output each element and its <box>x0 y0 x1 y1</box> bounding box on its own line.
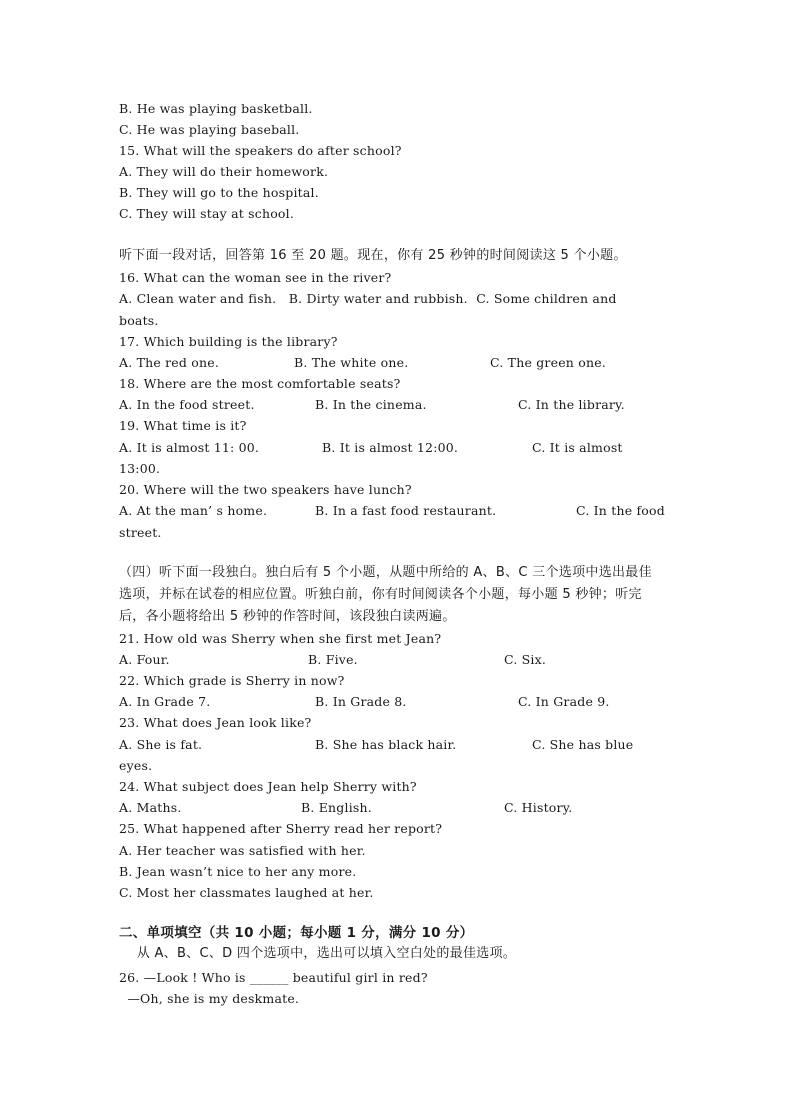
question-22-option-a: A. In Grade 7. <box>119 694 211 709</box>
question-19-option-a: A. It is almost 11: 00. <box>119 440 260 455</box>
section-instruction-16-20: 听下面一段对话，回答第 16 至 20 题。现在，你有 25 秒钟的时间阅读这 5 个小题。 <box>119 248 627 263</box>
question-19-option-c-cont: 13:00. <box>119 461 161 476</box>
question-26-response: —Oh, she is my deskmate. <box>119 991 300 1006</box>
question-24-option-a: A. Maths. <box>119 800 182 815</box>
question-18-option-a: A. In the food street. <box>119 397 255 412</box>
question-17-option-a: A. The red one. <box>119 355 220 370</box>
question-21-option-c: C. Six. <box>504 652 547 667</box>
question-18-option-b: B. In the cinema. <box>315 397 427 412</box>
question-25: 25. What happened after Sherry read her report? <box>119 821 443 836</box>
question-14-option-b: B. He was playing basketball. <box>119 101 313 116</box>
section-four-instruction-line-2: 选项，并标在试卷的相应位置。听独白前，你有时间阅读各个小题，每小题 5 秒钟；听完 <box>119 587 642 602</box>
question-24-option-c: C. History. <box>504 800 573 815</box>
question-15-option-c: C. They will stay at school. <box>119 206 295 221</box>
question-21-option-a: A. Four. <box>119 652 170 667</box>
question-26: 26. —Look ! Who is ______ beautiful girl in red? <box>119 970 428 985</box>
question-20: 20. Where will the two speakers have lunch? <box>119 482 412 497</box>
question-16-options-cont: boats. <box>119 313 159 328</box>
question-20-option-c: C. In the food <box>576 503 665 518</box>
question-21: 21. How old was Sherry when she first met Jean? <box>119 631 442 646</box>
question-25-option-a: A. Her teacher was satisfied with her. <box>119 843 366 858</box>
question-20-option-b: B. In a fast food restaurant. <box>315 503 497 518</box>
question-25-option-b: B. Jean wasn’t nice to her any more. <box>119 864 357 879</box>
question-18-option-c: C. In the library. <box>518 397 625 412</box>
section-four-instruction-line-1: （四）听下面一段独白。独白后有 5 个小题，从题中所给的 A、B、C 三个选项中选出最佳 <box>119 565 652 580</box>
section-four-instruction-line-3: 后，各小题将给出 5 秒钟的作答时间，该段独白读两遍。 <box>119 609 456 624</box>
question-25-option-c: C. Most her classmates laughed at her. <box>119 885 374 900</box>
question-22-option-b: B. In Grade 8. <box>315 694 407 709</box>
question-23-option-b: B. She has black hair. <box>315 737 457 752</box>
section-two-heading: 二、单项填空（共 10 小题；每小题 1 分，满分 10 分） <box>119 925 474 941</box>
question-16-options: A. Clean water and fish. B. Dirty water and rubbish. C. Some children and <box>119 291 617 306</box>
section-two-instruction: 从 A、B、C、D 四个选项中，选出可以填入空白处的最佳选项。 <box>119 946 517 961</box>
question-17-option-b: B. The white one. <box>294 355 409 370</box>
question-19-option-c: C. It is almost <box>532 440 623 455</box>
question-23-option-c-cont: eyes. <box>119 758 153 773</box>
question-22: 22. Which grade is Sherry in now? <box>119 673 345 688</box>
question-19: 19. What time is it? <box>119 418 247 433</box>
question-15: 15. What will the speakers do after school? <box>119 143 402 158</box>
question-22-option-c: C. In Grade 9. <box>518 694 610 709</box>
question-17: 17. Which building is the library? <box>119 334 338 349</box>
question-24-option-b: B. English. <box>301 800 372 815</box>
question-24: 24. What subject does Jean help Sherry with? <box>119 779 417 794</box>
question-21-option-b: B. Five. <box>308 652 358 667</box>
question-15-option-b: B. They will go to the hospital. <box>119 185 319 200</box>
question-19-option-b: B. It is almost 12:00. <box>322 440 459 455</box>
question-17-option-c: C. The green one. <box>490 355 606 370</box>
question-20-option-c-cont: street. <box>119 525 162 540</box>
question-23: 23. What does Jean look like? <box>119 715 312 730</box>
question-16: 16. What can the woman see in the river? <box>119 270 392 285</box>
question-23-option-a: A. She is fat. <box>119 737 203 752</box>
question-14-option-c: C. He was playing baseball. <box>119 122 300 137</box>
question-15-option-a: A. They will do their homework. <box>119 164 329 179</box>
question-20-option-a: A. At the man’ s home. <box>119 503 268 518</box>
question-18: 18. Where are the most comfortable seats? <box>119 376 401 391</box>
question-23-option-c: C. She has blue <box>532 737 634 752</box>
